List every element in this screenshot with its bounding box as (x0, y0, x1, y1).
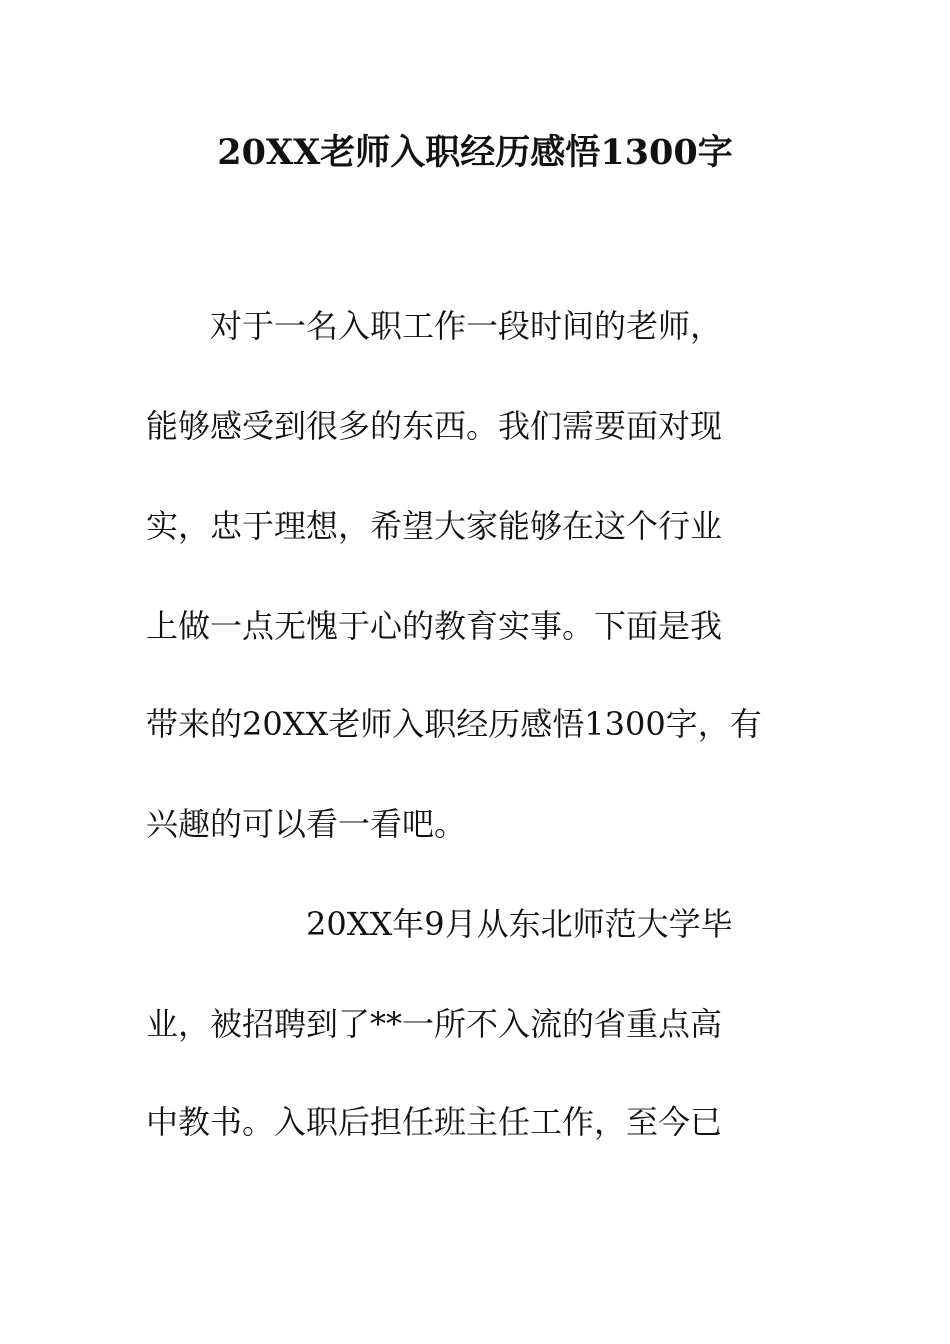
body-line-7: 20XX年9月从东北师范大学毕 (146, 905, 733, 943)
body-line-6: 兴趣的可以看一看吧。 (146, 805, 467, 843)
body-line-8: 业，被招聘到了**一所不入流的省重点高 (146, 1005, 723, 1043)
body-line-9: 中教书。入职后担任班主任工作，至今已 (146, 1103, 723, 1141)
body-line-4: 上做一点无愧于心的教育实事。下面是我 (146, 607, 723, 645)
body-line-2: 能够感受到很多的东西。我们需要面对现 (146, 407, 723, 445)
body-line-1: 对于一名入职工作一段时间的老师， (146, 307, 723, 345)
body-line-5: 带来的20XX老师入职经历感悟1300字，有 (146, 705, 762, 743)
body-line-3: 实，忠于理想，希望大家能够在这个行业 (146, 507, 723, 545)
document-title: 20XX老师入职经历感悟1300字 (217, 132, 733, 173)
